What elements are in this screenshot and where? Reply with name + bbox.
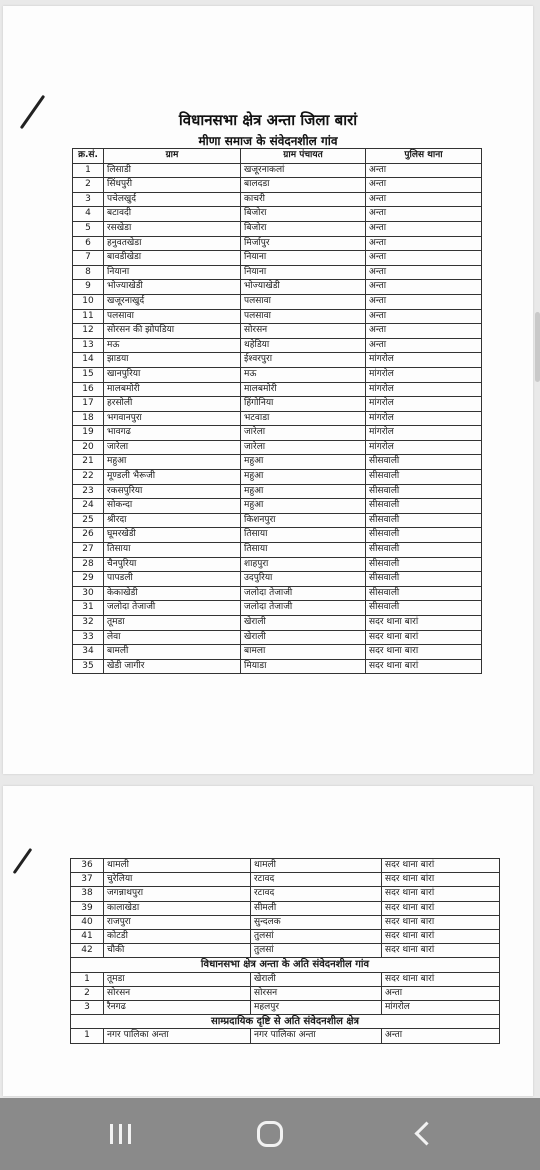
header-police-station: पुलिस थाना [366, 149, 482, 164]
cell-village: सोरसन [104, 986, 251, 1000]
scrollbar[interactable] [535, 312, 540, 382]
table-row [73, 192, 482, 207]
cell-police-station: सदर थाना बारा [366, 645, 482, 660]
cell-village: चुरेलिया [104, 873, 251, 887]
cell-serial: 11 [73, 309, 104, 324]
table-row [73, 207, 482, 222]
cell-police-station: अन्ता [366, 338, 482, 353]
cell-panchayat: महुआ [241, 470, 366, 485]
table-row [73, 601, 482, 616]
table-row [73, 163, 482, 178]
cell-village: बटावदी [104, 207, 241, 222]
cell-police-station: सीसवाली [366, 528, 482, 543]
cell-panchayat: काचरी [241, 192, 366, 207]
cell-police-station: सीसवाली [366, 586, 482, 601]
cell-serial: 20 [73, 440, 104, 455]
cell-serial: 39 [71, 901, 104, 915]
cell-village: बावडीखेडा [104, 251, 241, 266]
cell-serial: 34 [73, 645, 104, 660]
table-row [73, 572, 482, 587]
cell-village: भगवानपुरा [104, 411, 241, 426]
cell-village: लेवा [104, 630, 241, 645]
cell-village: तूमडा [104, 616, 241, 631]
cell-police-station: सदर थाना बारां [366, 616, 482, 631]
cell-panchayat: मिर्जापुर [241, 236, 366, 251]
cell-village: नियाना [104, 265, 241, 280]
table-row [73, 353, 482, 368]
cell-panchayat: जलोदा तेजाजी [241, 601, 366, 616]
table-row [73, 411, 482, 426]
cell-village: पचेलखुर्द [104, 192, 241, 207]
table-row [73, 382, 482, 397]
table-row [73, 367, 482, 382]
villages-table-continued [70, 858, 500, 1044]
cell-police-station: सीसवाली [366, 572, 482, 587]
cell-village: रसखेडा [104, 221, 241, 236]
cell-police-station: सदर थाना बारां [382, 859, 500, 873]
cell-village: तिसाया [104, 543, 241, 558]
table-row [73, 528, 482, 543]
table-row [71, 915, 500, 929]
table-row [73, 513, 482, 528]
cell-village: रैनगढ [104, 1001, 251, 1015]
cell-panchayat: सोरसन [241, 324, 366, 339]
cell-police-station: सदर थाना बारा [382, 915, 500, 929]
cell-village: कालाखेडा [104, 901, 251, 915]
cell-panchayat: बिजोरा [241, 221, 366, 236]
cell-village: खजूरनाखुर्द [104, 294, 241, 309]
header-village: ग्राम [104, 149, 241, 164]
cell-village: मूण्डली भैरूजी [104, 470, 241, 485]
cell-panchayat: नियाना [241, 251, 366, 266]
cell-police-station: मांगरोल [366, 353, 482, 368]
cell-serial: 13 [73, 338, 104, 353]
cell-police-station: सीसवाली [366, 601, 482, 616]
cell-serial: 36 [71, 859, 104, 873]
table-row [73, 236, 482, 251]
cell-panchayat: महुआ [241, 499, 366, 514]
cell-village: चौकी [104, 944, 251, 958]
cell-police-station: सीसवाली [366, 513, 482, 528]
cell-panchayat: उदपुरिया [241, 572, 366, 587]
table-row [71, 972, 500, 986]
cell-serial: 26 [73, 528, 104, 543]
cell-police-station: मांगरोल [366, 411, 482, 426]
table-row [73, 251, 482, 266]
cell-serial: 7 [73, 251, 104, 266]
recent-apps-icon[interactable] [100, 1116, 140, 1152]
cell-village: घूमरखेडी [104, 528, 241, 543]
table-row [73, 294, 482, 309]
cell-police-station: मांगरोल [382, 1001, 500, 1015]
cell-serial: 16 [73, 382, 104, 397]
cell-panchayat: भटवाडा [241, 411, 366, 426]
table-row [73, 645, 482, 660]
cell-police-station: अन्ता [366, 251, 482, 266]
cell-serial: 31 [73, 601, 104, 616]
cell-police-station: अन्ता [366, 163, 482, 178]
cell-police-station: सदर थाना बारां [382, 901, 500, 915]
cell-serial: 25 [73, 513, 104, 528]
cell-serial: 35 [73, 659, 104, 674]
cell-village: चैनपुरिया [104, 557, 241, 572]
cell-village: नगर पालिका अन्ता [104, 1029, 251, 1043]
cell-serial: 2 [71, 986, 104, 1000]
cell-police-station: अन्ता [366, 207, 482, 222]
cell-police-station: सीसवाली [366, 484, 482, 499]
system-navigation-bar [0, 1098, 540, 1170]
cell-panchayat: सुन्दलक [251, 915, 382, 929]
cell-serial: 8 [73, 265, 104, 280]
table-row [71, 944, 500, 958]
cell-serial: 17 [73, 397, 104, 412]
cell-police-station: सीसवाली [366, 543, 482, 558]
cell-panchayat: सीमली [251, 901, 382, 915]
section-heading-row [71, 958, 500, 972]
table-row [71, 887, 500, 901]
cell-serial: 37 [71, 873, 104, 887]
cell-village: सोकन्दा [104, 499, 241, 514]
cell-panchayat: महुआ [241, 484, 366, 499]
table-row [73, 543, 482, 558]
cell-serial: 33 [73, 630, 104, 645]
cell-panchayat: जारेला [241, 440, 366, 455]
page-subtitle: मीणा समाज के संवेदनशील गांव [198, 134, 338, 148]
cell-village: पलसावा [104, 309, 241, 324]
table-row [73, 397, 482, 412]
cell-serial: 15 [73, 367, 104, 382]
cell-panchayat: बिजोरा [241, 207, 366, 222]
cell-panchayat: तिसाया [241, 528, 366, 543]
cell-panchayat: महुआ [241, 455, 366, 470]
cell-serial: 12 [73, 324, 104, 339]
cell-panchayat: जलोदा तेजाजी [241, 586, 366, 601]
cell-village: खेडी जागीर [104, 659, 241, 674]
cell-village: भावगढ [104, 426, 241, 441]
cell-panchayat: तुलसां [251, 944, 382, 958]
table-row [73, 470, 482, 485]
section-title-highly-sensitive: विधानसभा क्षेत्र अन्ता के अति संवेदनशील गांव [71, 958, 500, 972]
cell-village: मऊ [104, 338, 241, 353]
cell-serial: 1 [73, 163, 104, 178]
cell-serial: 27 [73, 543, 104, 558]
cell-serial: 21 [73, 455, 104, 470]
cell-village: मालबमोरी [104, 382, 241, 397]
cell-village: जलोदा तेजाजी [104, 601, 241, 616]
cell-panchayat: किशनपुरा [241, 513, 366, 528]
table-row [73, 499, 482, 514]
cell-police-station: अन्ता [366, 294, 482, 309]
cell-panchayat: जारेला [241, 426, 366, 441]
cell-police-station: मांगरोल [366, 382, 482, 397]
section-title-communal-sensitive: साम्प्रदायिक दृष्टि से अति संवेदनशील क्षेत्र [71, 1015, 500, 1029]
table-row [73, 440, 482, 455]
table-row [73, 630, 482, 645]
cell-panchayat: रटावद [251, 887, 382, 901]
cell-village: रकसपुरिया [104, 484, 241, 499]
cell-police-station: अन्ता [366, 280, 482, 295]
cell-police-station: मांगरोल [366, 440, 482, 455]
cell-police-station: अन्ता [382, 986, 500, 1000]
cell-panchayat: बालदडा [241, 178, 366, 193]
cell-village: लिसाडी [104, 163, 241, 178]
table-row [73, 280, 482, 295]
cell-serial: 40 [71, 915, 104, 929]
cell-panchayat: बामला [241, 645, 366, 660]
cell-police-station: सीसवाली [366, 499, 482, 514]
cell-police-station: सदर थाना बांरा [382, 873, 500, 887]
cell-panchayat: रटावद [251, 873, 382, 887]
section-heading-row [71, 1015, 500, 1029]
cell-village: बामली [104, 645, 241, 660]
cell-serial: 30 [73, 586, 104, 601]
table-row [73, 426, 482, 441]
cell-panchayat: थामली [251, 859, 382, 873]
cell-police-station: मांगरोल [366, 397, 482, 412]
cell-serial: 42 [71, 944, 104, 958]
cell-serial: 41 [71, 930, 104, 944]
cell-police-station: मांगरोल [366, 367, 482, 382]
cell-village: खानपुरिया [104, 367, 241, 382]
cell-panchayat: खेराली [241, 630, 366, 645]
cell-police-station: मांगरोल [366, 426, 482, 441]
cell-serial: 1 [71, 1029, 104, 1043]
cell-panchayat: भोज्याखेडी [241, 280, 366, 295]
cell-police-station: सदर थाना बारां [366, 659, 482, 674]
table-row [73, 455, 482, 470]
cell-village: झाडया [104, 353, 241, 368]
villages-table [72, 148, 482, 674]
cell-serial: 14 [73, 353, 104, 368]
cell-serial: 18 [73, 411, 104, 426]
cell-panchayat: नियाना [241, 265, 366, 280]
cell-serial: 22 [73, 470, 104, 485]
cell-village: कोटडी [104, 930, 251, 944]
back-icon[interactable] [400, 1116, 440, 1152]
table-row [71, 1001, 500, 1015]
cell-panchayat: शाहपुरा [241, 557, 366, 572]
cell-village: पापडली [104, 572, 241, 587]
cell-police-station: सदर थाना बारां [382, 930, 500, 944]
cell-village: केकाखेडी [104, 586, 241, 601]
table-row [73, 309, 482, 324]
cell-police-station: अन्ता [366, 324, 482, 339]
table-row [73, 265, 482, 280]
cell-village: भोज्याखेडी [104, 280, 241, 295]
cell-police-station: अन्ता [366, 265, 482, 280]
table-row [71, 859, 500, 873]
cell-serial: 28 [73, 557, 104, 572]
cell-village: महुआ [104, 455, 241, 470]
cell-police-station: अन्ता [366, 221, 482, 236]
cell-panchayat: मऊ [241, 367, 366, 382]
table-header-row [73, 149, 482, 164]
table-row [73, 338, 482, 353]
cell-panchayat: हिंगोनिया [241, 397, 366, 412]
cell-serial: 29 [73, 572, 104, 587]
cell-police-station: अन्ता [366, 236, 482, 251]
cell-village: थामली [104, 859, 251, 873]
table-row [73, 586, 482, 601]
pen-mark [13, 848, 33, 874]
cell-village: हनुवतखेडा [104, 236, 241, 251]
cell-serial: 3 [73, 192, 104, 207]
table-row [71, 1029, 500, 1043]
table-row [71, 930, 500, 944]
cell-panchayat: सोरसन [251, 986, 382, 1000]
cell-village: सोरसन की झोपडिया [104, 324, 241, 339]
cell-serial: 19 [73, 426, 104, 441]
cell-police-station: सीसवाली [366, 557, 482, 572]
table-row [73, 484, 482, 499]
cell-police-station: सदर थाना बारां [382, 972, 500, 986]
table-row [73, 221, 482, 236]
cell-serial: 3 [71, 1001, 104, 1015]
cell-serial: 5 [73, 221, 104, 236]
cell-panchayat: खेराली [251, 972, 382, 986]
cell-panchayat: खजूरनाकलां [241, 163, 366, 178]
cell-police-station: सदर थाना बारां [366, 630, 482, 645]
cell-serial: 4 [73, 207, 104, 222]
page-title: विधानसभा क्षेत्र अन्ता जिला बारां [178, 111, 358, 129]
cell-police-station: सीसवाली [366, 455, 482, 470]
cell-panchayat: तिसाया [241, 543, 366, 558]
cell-police-station: अन्ता [366, 178, 482, 193]
table-row [73, 616, 482, 631]
cell-panchayat: मियाडा [241, 659, 366, 674]
cell-police-station: सदर थाना बारां [382, 887, 500, 901]
table-row [71, 901, 500, 915]
cell-village: राजपुरा [104, 915, 251, 929]
cell-police-station: अन्ता [366, 192, 482, 207]
header-panchayat: ग्राम पंचायत [241, 149, 366, 164]
table-row [71, 986, 500, 1000]
cell-village: तूमडा [104, 972, 251, 986]
cell-village: हरसोली [104, 397, 241, 412]
home-icon[interactable] [250, 1116, 290, 1152]
cell-panchayat: महलपुर [251, 1001, 382, 1015]
cell-panchayat: खेराली [241, 616, 366, 631]
table-row [73, 324, 482, 339]
table-row [71, 873, 500, 887]
cell-police-station: सीसवाली [366, 470, 482, 485]
cell-serial: 23 [73, 484, 104, 499]
cell-village: सिंधपुरी [104, 178, 241, 193]
cell-serial: 24 [73, 499, 104, 514]
cell-panchayat: ईश्वरपुरा [241, 353, 366, 368]
cell-police-station: सदर थाना बारां [382, 944, 500, 958]
cell-panchayat: थहेडिया [241, 338, 366, 353]
cell-panchayat: पलसावा [241, 309, 366, 324]
cell-serial: 2 [73, 178, 104, 193]
table-row [73, 557, 482, 572]
cell-serial: 9 [73, 280, 104, 295]
cell-village: श्रीरदा [104, 513, 241, 528]
cell-panchayat: पलसावा [241, 294, 366, 309]
cell-serial: 32 [73, 616, 104, 631]
cell-panchayat: तुलसां [251, 930, 382, 944]
table-row [73, 178, 482, 193]
cell-police-station: अन्ता [366, 309, 482, 324]
cell-panchayat: मालबमोरी [241, 382, 366, 397]
cell-panchayat: नगर पालिका अन्ता [251, 1029, 382, 1043]
cell-village: जारेला [104, 440, 241, 455]
table-row [73, 659, 482, 674]
cell-village: जगन्नाथपुरा [104, 887, 251, 901]
cell-serial: 1 [71, 972, 104, 986]
cell-serial: 10 [73, 294, 104, 309]
cell-serial: 6 [73, 236, 104, 251]
cell-police-station: अन्ता [382, 1029, 500, 1043]
cell-serial: 38 [71, 887, 104, 901]
header-serial: क्र.सं. [73, 149, 104, 164]
